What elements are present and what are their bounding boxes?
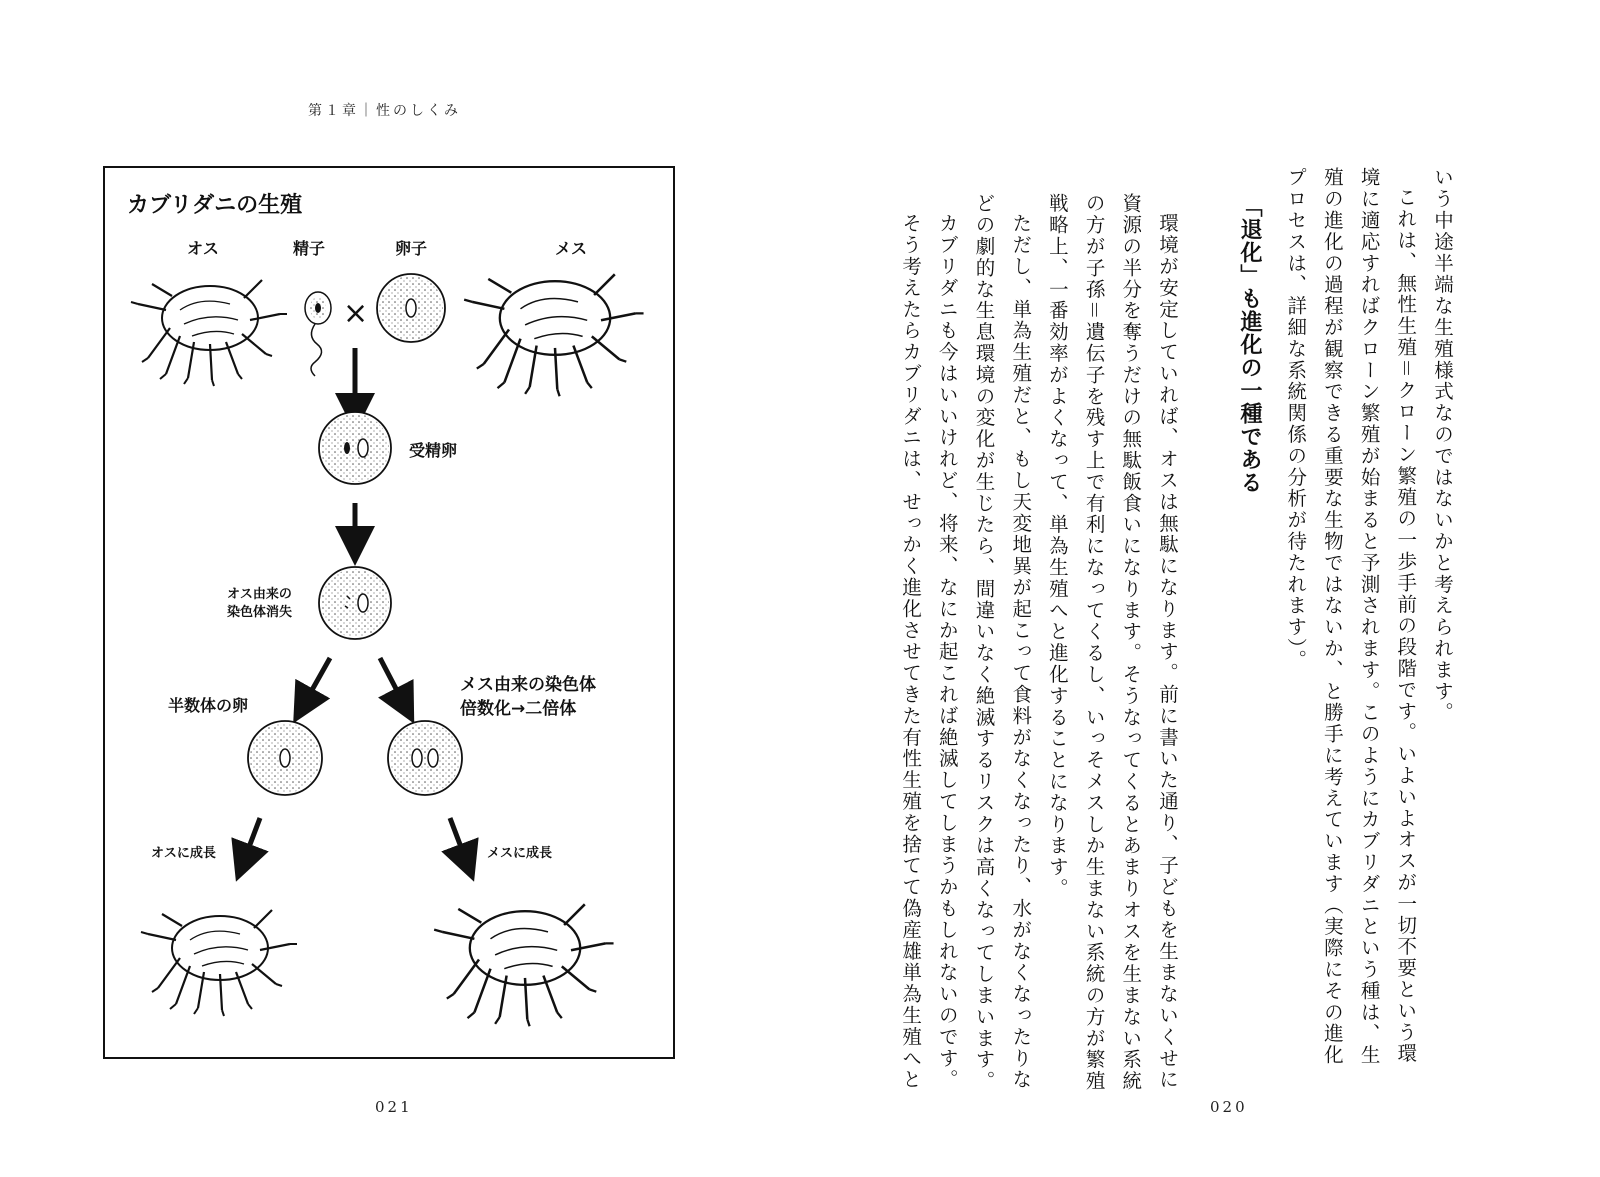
section-heading: 「退化」も進化の一種である: [1237, 195, 1262, 494]
label-haploid-egg: 半数体の卵: [168, 696, 249, 715]
label-fertilized-egg: 受精卵: [409, 441, 458, 460]
page-number-left: 021: [375, 1098, 413, 1116]
sperm-icon: [305, 292, 331, 376]
mite-icon-male-adult: [141, 910, 297, 1016]
figure-illustration: [105, 168, 673, 1057]
mite-icon-female: [464, 274, 643, 396]
label-female-doubling-2: 倍数化→二倍体: [460, 699, 577, 719]
label-male-chrom-loss-line2: 染色体消失: [227, 605, 293, 620]
running-head: 第１章｜性のしくみ: [308, 103, 461, 119]
paragraph-1: [1276, 167, 1460, 1066]
label-female: メス: [555, 239, 588, 258]
label-egg: 卵子: [395, 239, 428, 258]
label-male-chrom-loss-line1: オス由来の: [227, 587, 292, 602]
text-line: どの劇的な生息環境の変化が生じたら、間違いなく絶滅するリスクは高くなってしまいます。: [972, 193, 996, 1092]
text-line: カブリダニも今はいいけれど、将来、なにか起これば絶滅してしまうかもしれないのです。: [935, 213, 959, 1091]
text-line: 戦略上、一番効率がよくなって、単為生殖へと進化することになります。: [1045, 193, 1069, 900]
page-number-right: 020: [1210, 1098, 1248, 1116]
text-line: の方が子孫＝遺伝子を残す上で有利になってくるし、いっそメスしか生まない系統の方が繁殖: [1082, 193, 1106, 1092]
text-line: ただし、単為生殖だと、もし天変地異が起こって食料がなくなったり、水がなくなったりな: [1009, 213, 1033, 1091]
cross-symbol: ×: [343, 296, 369, 331]
label-sperm: 精子: [293, 239, 326, 258]
text-line: これは、無性生殖＝クローン繁殖の一歩手前の段階です。いよいよオスが一切不要という環: [1394, 187, 1418, 1065]
arrow-down-icon: [450, 818, 467, 863]
label-male: オス: [187, 239, 219, 258]
arrow-down-icon: [380, 658, 405, 706]
label-grow-male: オスに成長: [151, 846, 216, 861]
text-line: 境に適応すればクローン繁殖が始まると予測されます。このようにカブリダニという種は、生: [1357, 167, 1381, 1066]
right-page: [800, 0, 1600, 1177]
label-female-doubling-1: メス由来の染色体: [460, 675, 596, 695]
label-grow-female: メスに成長: [487, 846, 553, 861]
figure-title: カブリダニの生殖: [127, 193, 303, 218]
paragraph-2: [891, 193, 1185, 1092]
text-line: プロセスは、詳細な系統関係の分析が待たれます）。: [1284, 167, 1308, 671]
figure-frame: [103, 166, 675, 1059]
mite-icon-male: [131, 280, 287, 386]
arrow-down-icon: [303, 658, 330, 706]
egg-icon: [377, 274, 445, 342]
text-line: 環境が安定していれば、オスは無駄になります。前に書いた通り、子どもを生まないくせに: [1156, 213, 1179, 1091]
arrow-down-icon: [243, 818, 260, 863]
text-line: そう考えたらカブリダニは、せっかく進化させてきた有性生殖を捨てて偽産雄単為生殖へと: [899, 213, 923, 1091]
text-line: 資源の半分を奪うだけの無駄飯食いになります。そうなってくるとあまりオスを生まない系統: [1119, 193, 1143, 1092]
text-line: いう中途半端な生殖様式なのではないかと考えられます。: [1431, 167, 1454, 724]
mite-icon-female-adult: [434, 904, 613, 1026]
text-line: 殖の進化の過程が観察できる重要な生物ではないか、と勝手に考えています（実際にその進化: [1320, 167, 1344, 1066]
